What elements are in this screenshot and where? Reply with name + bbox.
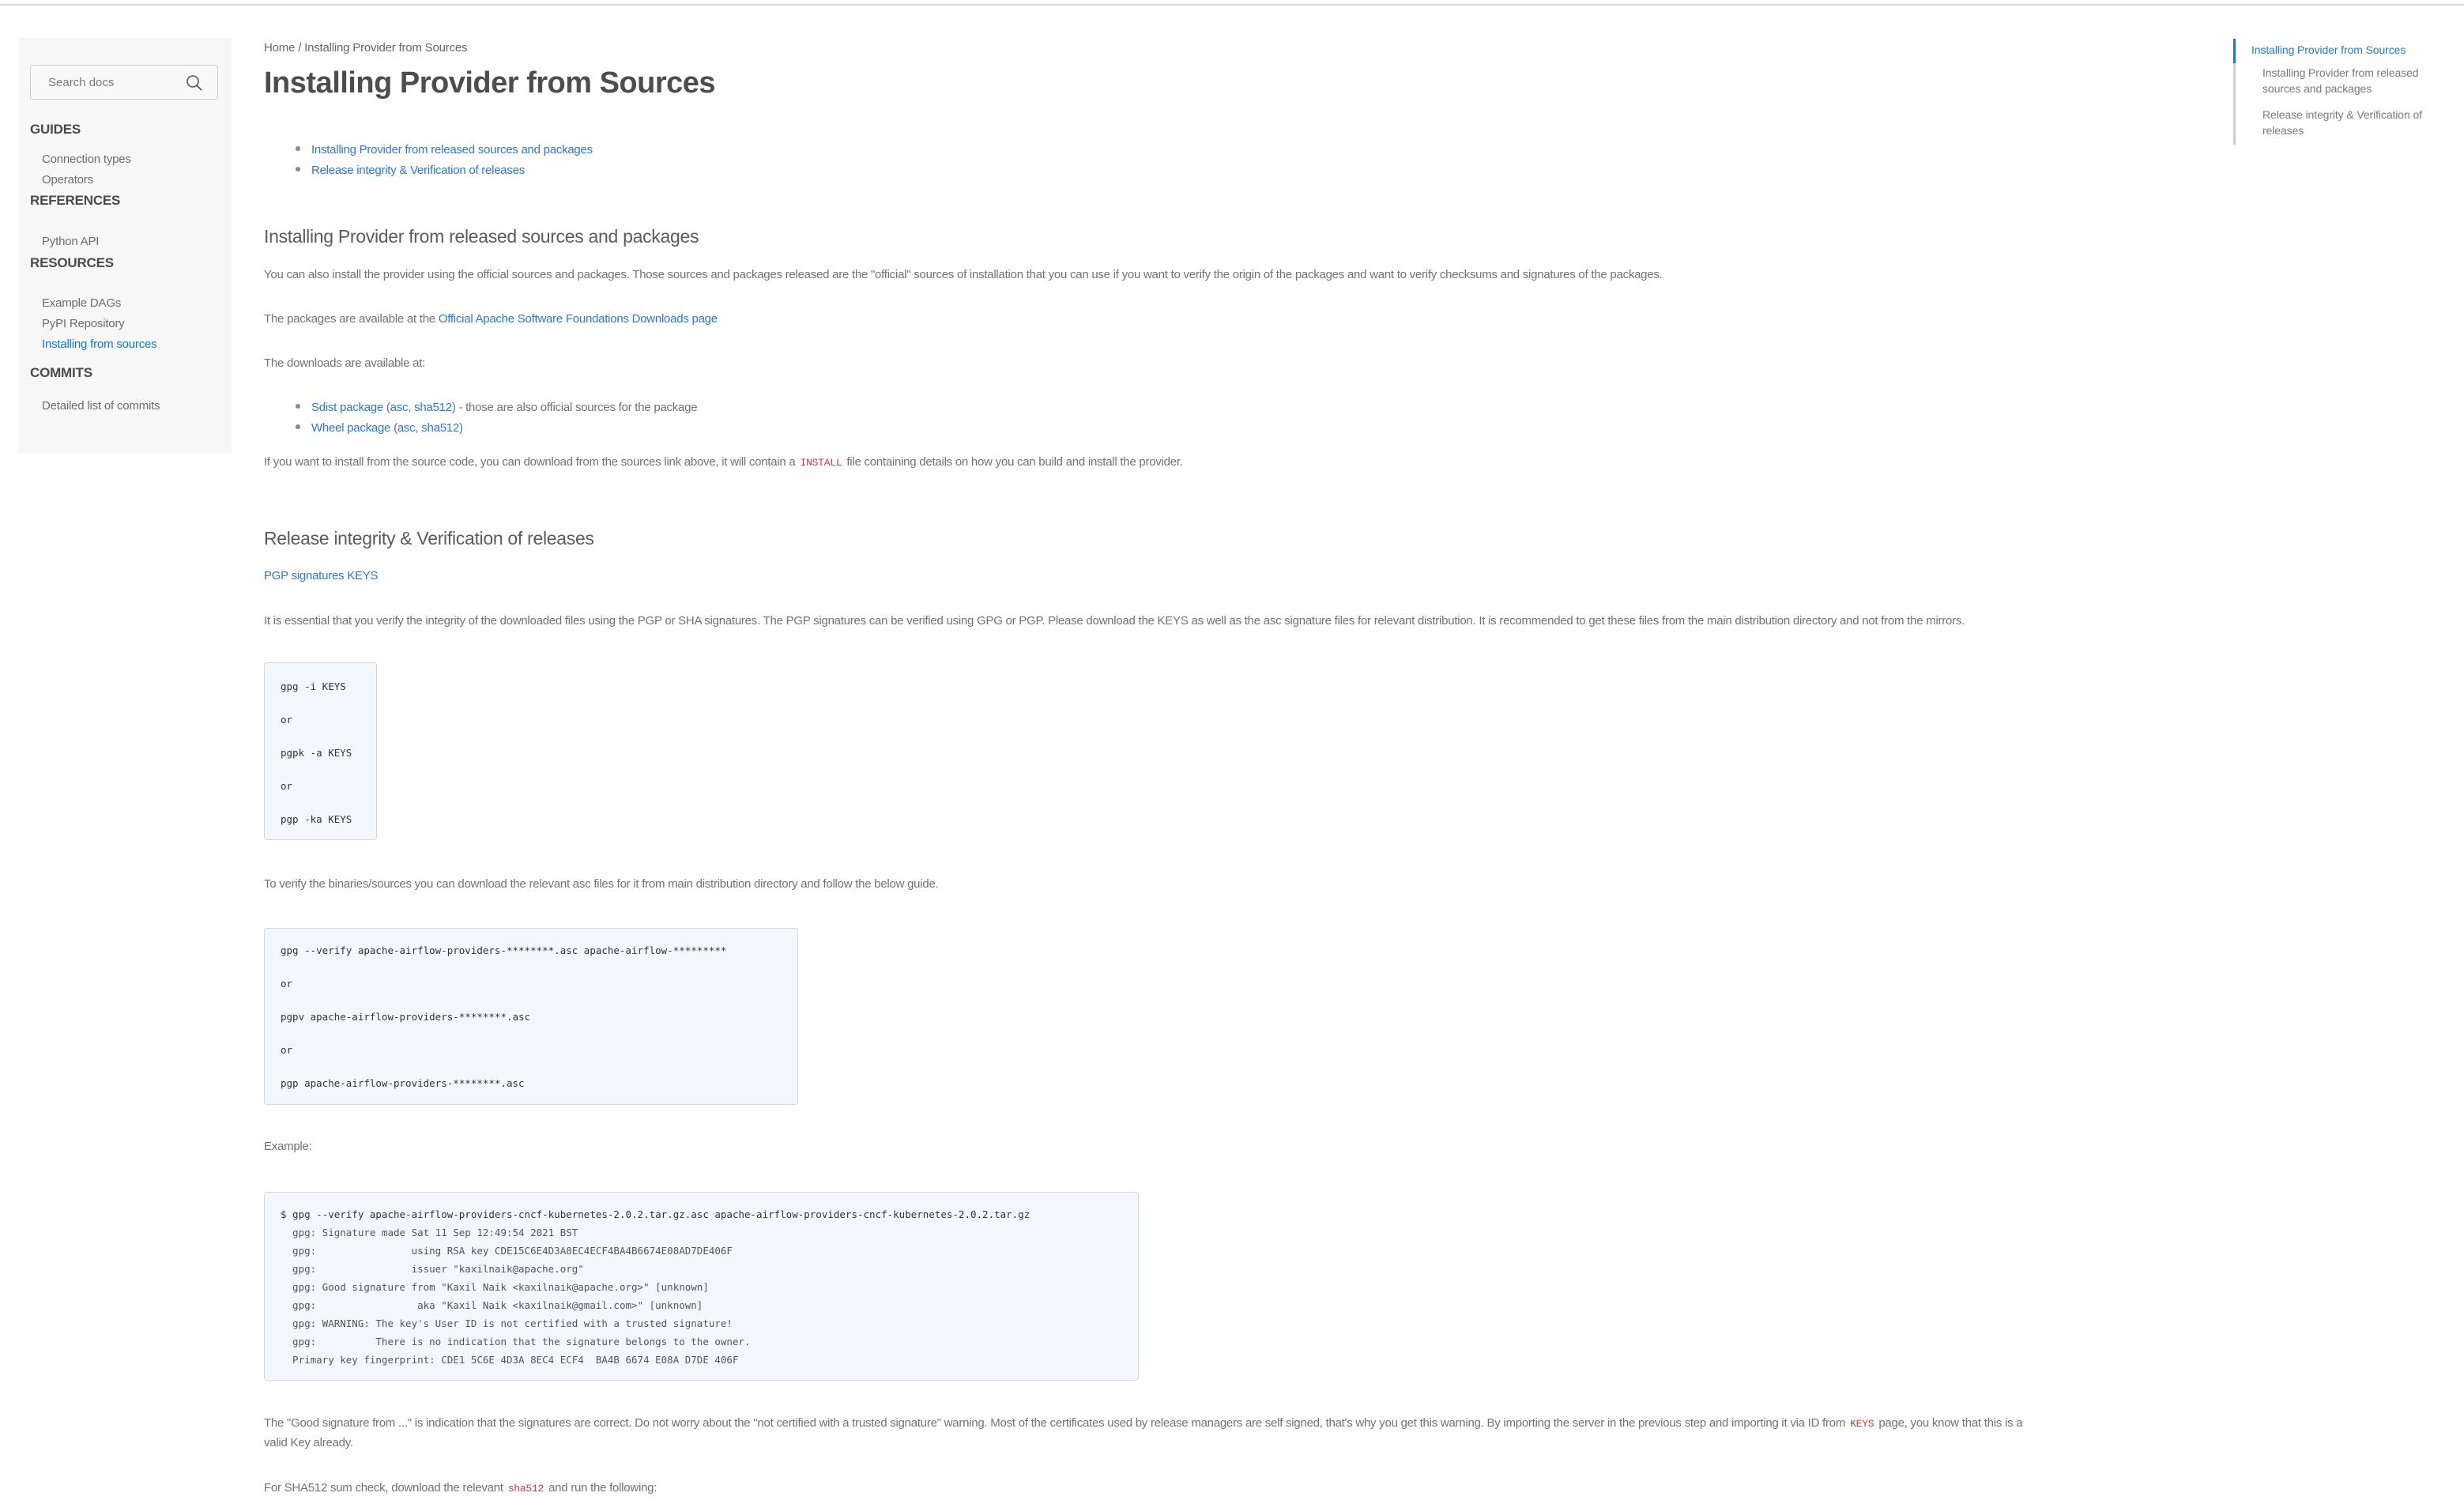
code-line: Primary key fingerprint: CDE1 5C6E 4D3A 8EC4 ECF4 BA4B 6674 E08A D7DE 406F (281, 1354, 739, 1366)
sidebar-heading-guides: GUIDES (30, 122, 81, 137)
code-line: gpg --verify apache-airflow-providers-********.asc apache-airflow-********* (281, 944, 727, 956)
code-block-keys[interactable] (264, 662, 377, 840)
code-line: pgpk -a KEYS (281, 747, 352, 759)
code-line: or (281, 1044, 293, 1056)
section-heading-release-integrity: Release integrity & Verification of releases (264, 528, 594, 548)
download-note: - those are also official sources for the package (455, 401, 698, 414)
bullet (296, 404, 300, 409)
paragraph: The downloads are available at: (264, 356, 426, 370)
section-heading-released-sources: Installing Provider from released sources and packages (264, 226, 699, 247)
page-toc-item[interactable] (296, 164, 525, 177)
paragraph (264, 455, 1183, 469)
code-line: or (281, 978, 293, 989)
paragraph-text: For SHA512 sum check, download the relevant (264, 1481, 503, 1495)
toc-item-release-integrity[interactable]: Release integrity & Verification of releases (2262, 108, 2422, 137)
breadcrumb (264, 41, 467, 55)
paragraph (264, 312, 718, 326)
paragraph-text: page, you know that this is a (1878, 1416, 2023, 1430)
sidebar-heading-references: REFERENCES (30, 193, 121, 208)
bullet (296, 167, 300, 172)
code-line: or (281, 714, 293, 726)
search-input[interactable] (48, 74, 183, 91)
code-line: gpg -i KEYS (281, 680, 346, 692)
page-toc-item[interactable] (296, 143, 593, 156)
search-icon[interactable] (186, 74, 203, 92)
paragraph: It is essential that you verify the integrity of the downloaded files using the PGP or SHA signatures. The PGP signatures can be verified using GPG or PGP. Please download the KEYS as well as the asc signature files for relevant distribution. It is recommended to get these files from the main distribution directory and not from the mirrors. (264, 614, 1965, 628)
code-line: gpg: issuer "kaxilnaik@apache.org" (281, 1263, 584, 1275)
paragraph (264, 1481, 657, 1495)
toc-item-page-title[interactable]: Installing Provider from Sources (2251, 43, 2406, 56)
breadcrumb-home[interactable]: Home (264, 41, 296, 55)
sidebar-item-pypi-repository[interactable]: PyPI Repository (42, 317, 125, 330)
wheel-sha512-link[interactable]: sha512 (421, 421, 459, 435)
code-line: pgpv apache-airflow-providers-********.asc (281, 1011, 531, 1023)
code-line: pgp apache-airflow-providers-********.asc (281, 1077, 525, 1089)
sidebar-item-python-api[interactable]: Python API (42, 235, 100, 248)
paragraph (264, 1416, 2022, 1430)
sidebar-item-operators[interactable]: Operators (42, 173, 93, 187)
download-item: Sdist package (asc, sha512) - those are also official sources for the package (296, 401, 697, 414)
search-box[interactable] (30, 65, 218, 100)
code-line: gpg: Good signature from "Kaxil Naik <kaxilnaik@apache.org>" [unknown] (281, 1281, 709, 1293)
inline-code: KEYS (1850, 1418, 1874, 1430)
sidebar-item-installing-from-sources[interactable]: Installing from sources (42, 337, 157, 351)
sdist-asc-link[interactable]: asc (390, 401, 409, 414)
toc-item-released-sources[interactable]: Installing Provider from released sources and packages (2262, 66, 2419, 95)
code-line: gpg: WARNING: The key's User ID is not certified with a trusted signature! (281, 1317, 733, 1329)
inline-code: sha512 (507, 1483, 544, 1495)
code-line: pgp -ka KEYS (281, 813, 352, 825)
code-block-verify[interactable] (264, 928, 798, 1105)
sidebar-item-example-dags[interactable]: Example DAGs (42, 296, 122, 310)
page-title: Installing Provider from Sources (264, 66, 716, 100)
top-border (0, 4, 2464, 6)
wheel-package-link[interactable]: Wheel package (311, 421, 391, 435)
code-line: gpg: aka "Kaxil Naik <kaxilnaik@gmail.com>" [unknown] (281, 1299, 703, 1311)
sidebar-item-detailed-list-of-commits[interactable]: Detailed list of commits (42, 399, 160, 413)
toc-link-release-integrity[interactable]: Release integrity & Verification of releases (311, 164, 525, 177)
paragraph: You can also install the provider using the official sources and packages. Those sources and packages released are the "official" sources of installation that you can use if you want to verify the origin of the packages and want to verify checksums and signatures of the packages. (264, 268, 1663, 281)
toc-link-released-sources[interactable]: Installing Provider from released sources and packages (311, 143, 593, 156)
paragraph: To verify the binaries/sources you can download the relevant asc files for it from main distribution directory and follow the below guide. (264, 877, 939, 891)
pgp-keys-link[interactable]: PGP signatures KEYS (264, 569, 379, 582)
code-line: $ gpg --verify apache-airflow-providers-cncf-kubernetes-2.0.2.tar.gz.asc apache-airflow-providers-cncf-kubernetes-2.0.2.tar.gz (281, 1208, 1030, 1220)
sidebar (18, 38, 232, 454)
download-item: Wheel package (asc, sha512) (296, 421, 463, 435)
bullet (296, 424, 300, 429)
paragraph-text: If you want to install from the source code, you can download from the sources link above, it will contain a (264, 455, 796, 469)
paragraph-continuation: valid Key already. (264, 1436, 353, 1449)
sidebar-item-connection-types[interactable]: Connection types (42, 153, 131, 166)
code-line: or (281, 780, 293, 792)
example-label: Example: (264, 1140, 312, 1153)
code-line: gpg: There is no indication that the signature belongs to the owner. (281, 1336, 751, 1348)
sdist-sha512-link[interactable]: sha512 (414, 401, 452, 414)
toc-active-indicator (2233, 39, 2236, 63)
sdist-package-link[interactable]: Sdist package (311, 401, 383, 414)
asf-downloads-link[interactable]: Official Apache Software Foundations Downloads page (438, 312, 718, 326)
breadcrumb-separator: / (298, 41, 302, 55)
inline-code: INSTALL (800, 457, 842, 469)
code-line: gpg: using RSA key CDE15C6E4D3A8EC4ECF4BA4B6674E08AD7DE406F (281, 1245, 733, 1257)
paragraph-text: The packages are available at the (264, 312, 439, 326)
bullet (296, 146, 300, 151)
paragraph-text: file containing details on how you can build and install the provider. (846, 455, 1183, 469)
sidebar-heading-resources: RESOURCES (30, 255, 114, 270)
code-block-example[interactable] (264, 1192, 1139, 1381)
breadcrumb-current: Installing Provider from Sources (304, 41, 468, 55)
wheel-asc-link[interactable]: asc (397, 421, 416, 435)
paragraph-text: and run the following: (548, 1481, 657, 1495)
sidebar-heading-commits: COMMITS (30, 365, 92, 380)
code-line: gpg: Signature made Sat 11 Sep 12:49:54 2021 BST (281, 1227, 578, 1238)
paragraph-text: The "Good signature from ..." is indication that the signatures are correct. Do not worry about the "not certified with a trusted signature" warning. Most of the certificates used by release managers are self signed, that's why you get this warning. By importing the server in the previous step and importing it via ID from (264, 1416, 1846, 1430)
